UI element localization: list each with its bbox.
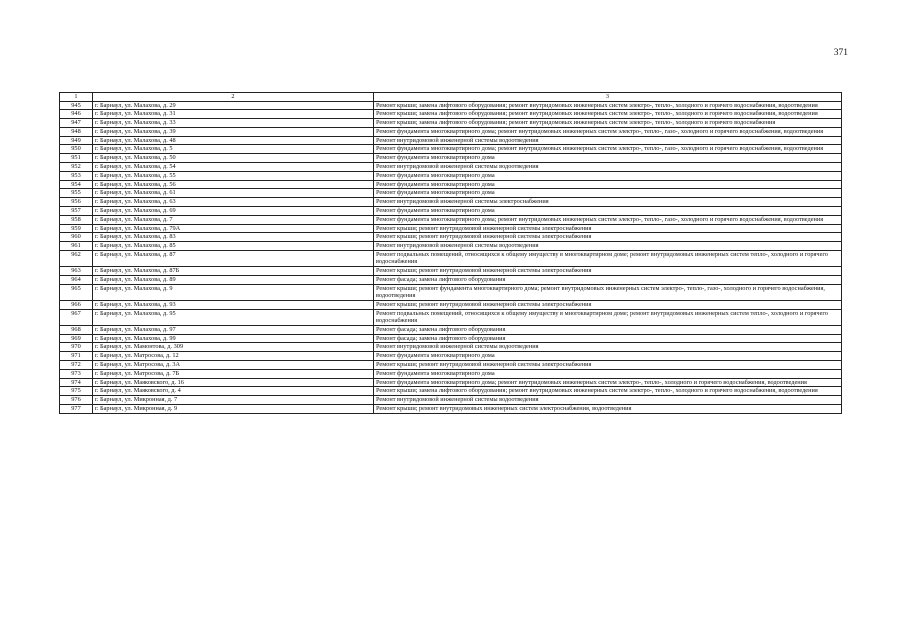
row-works-cell: Ремонт крыши; ремонт внутридомовой инженерной системы электроснабжения	[374, 267, 842, 276]
row-number-cell: 964	[60, 275, 93, 284]
table-row	[60, 145, 842, 154]
row-address-cell: г. Барнаул, ул. Малахова, д. 83	[93, 233, 374, 242]
row-number-cell: 959	[60, 224, 93, 233]
row-address-cell: г. Барнаул, ул. Малахова, д. 69	[93, 207, 374, 216]
row-address-cell: г. Барнаул, ул. Малахова, д. 5	[93, 145, 374, 154]
row-works-cell: Ремонт фундамента многоквартирного дома; ремонт внутридомовых инженерных систем электро-, тепло-, газо-, холодного и горячего водоснабжения, водоотведения	[374, 215, 842, 224]
row-works-cell: Ремонт внутридомовой инженерной системы водоотведения	[374, 136, 842, 145]
row-number-cell: 963	[60, 267, 93, 276]
row-number-cell: 946	[60, 110, 93, 119]
row-number-cell: 955	[60, 189, 93, 198]
row-works-cell: Ремонт крыши; ремонт фундамента многоквартирного дома; ремонт внутридомовых инженерных систем электро-, тепло-, газо-, холодного и горячего водоснабжения, водоотведения	[374, 284, 842, 300]
row-works-cell: Ремонт крыши; замена лифтового оборудования; ремонт внутридомовых инженерных систем электро-, тепло-, холодного и горячего водоснабжения, водоотведения	[374, 387, 842, 396]
row-address-cell: г. Барнаул, ул. Малахова, д. 93	[93, 300, 374, 309]
table-row	[60, 207, 842, 216]
table-body	[60, 101, 842, 413]
row-number-cell: 952	[60, 163, 93, 172]
row-address-cell: г. Барнаул, ул. Микронная, д. 7	[93, 396, 374, 405]
table-row	[60, 251, 842, 267]
table-row	[60, 189, 842, 198]
row-address-cell: г. Барнаул, ул. Малахова, д. 56	[93, 180, 374, 189]
table-header-row	[60, 93, 842, 102]
table-row	[60, 198, 842, 207]
table-row	[60, 163, 842, 172]
row-address-cell: г. Барнаул, ул. Малахова, д. 9	[93, 284, 374, 300]
row-number-cell: 945	[60, 101, 93, 110]
table-row	[60, 360, 842, 369]
row-number-cell: 974	[60, 378, 93, 387]
table-row	[60, 343, 842, 352]
row-number-cell: 967	[60, 309, 93, 325]
table-row	[60, 180, 842, 189]
table-row	[60, 136, 842, 145]
table-row	[60, 387, 842, 396]
table-row	[60, 300, 842, 309]
table-row	[60, 127, 842, 136]
table-row	[60, 242, 842, 251]
row-number-cell: 969	[60, 334, 93, 343]
row-works-cell: Ремонт фундамента многоквартирного дома	[374, 171, 842, 180]
row-address-cell: г. Барнаул, ул. Маяковского, д. 4	[93, 387, 374, 396]
row-works-cell: Ремонт фундамента многоквартирного дома; ремонт внутридомовых инженерных систем электро-, тепло-, газо-, холодного и горячего водоснабжения, водоотведения	[374, 127, 842, 136]
row-number-cell: 950	[60, 145, 93, 154]
row-number-cell: 971	[60, 352, 93, 361]
row-address-cell: г. Барнаул, ул. Мамонтова, д. 309	[93, 343, 374, 352]
row-address-cell: г. Барнаул, ул. Малахова, д. 79А	[93, 224, 374, 233]
row-number-cell: 965	[60, 284, 93, 300]
table-row	[60, 275, 842, 284]
row-address-cell: г. Барнаул, ул. Малахова, д. 95	[93, 309, 374, 325]
row-number-cell: 973	[60, 369, 93, 378]
row-number-cell: 968	[60, 325, 93, 334]
row-number-cell: 961	[60, 242, 93, 251]
column-header-address: 2	[93, 93, 374, 102]
row-number-cell: 957	[60, 207, 93, 216]
row-works-cell: Ремонт крыши; замена лифтового оборудования; ремонт внутридомовых инженерных систем электро-, тепло-, холодного и горячего водоснабжения, водоотведения	[374, 110, 842, 119]
row-address-cell: г. Барнаул, ул. Малахова, д. 85	[93, 242, 374, 251]
row-number-cell: 977	[60, 404, 93, 413]
table-row	[60, 378, 842, 387]
table-row	[60, 224, 842, 233]
table-row	[60, 352, 842, 361]
table-row	[60, 154, 842, 163]
row-address-cell: г. Барнаул, ул. Малахова, д. 31	[93, 110, 374, 119]
table-row	[60, 309, 842, 325]
table-row	[60, 325, 842, 334]
row-works-cell: Ремонт внутридомовой инженерной системы электроснабжения	[374, 198, 842, 207]
row-address-cell: г. Барнаул, ул. Матросова, д. 3А	[93, 360, 374, 369]
row-address-cell: г. Барнаул, ул. Малахова, д. 29	[93, 101, 374, 110]
row-address-cell: г. Барнаул, ул. Малахова, д. 87Б	[93, 267, 374, 276]
row-address-cell: г. Барнаул, ул. Малахова, д. 89	[93, 275, 374, 284]
table-row	[60, 171, 842, 180]
row-address-cell: г. Барнаул, ул. Малахова, д. 87	[93, 251, 374, 267]
row-works-cell: Ремонт фундамента многоквартирного дома; ремонт внутридомовых инженерных систем электро-, тепло-, газо-, холодного и горячего водоснабжения, водоотведения	[374, 145, 842, 154]
table-row	[60, 233, 842, 242]
row-number-cell: 975	[60, 387, 93, 396]
row-works-cell: Ремонт внутридомовой инженерной системы водоотведения	[374, 343, 842, 352]
row-works-cell: Ремонт фундамента многоквартирного дома	[374, 369, 842, 378]
row-works-cell: Ремонт фасада; замена лифтового оборудования	[374, 334, 842, 343]
row-works-cell: Ремонт внутридомовой инженерной системы водоотведения	[374, 396, 842, 405]
row-works-cell: Ремонт фундамента многоквартирного дома	[374, 189, 842, 198]
row-number-cell: 966	[60, 300, 93, 309]
row-address-cell: г. Барнаул, ул. Малахова, д. 97	[93, 325, 374, 334]
row-number-cell: 953	[60, 171, 93, 180]
row-address-cell: г. Барнаул, ул. Малахова, д. 63	[93, 198, 374, 207]
row-address-cell: г. Барнаул, ул. Малахова, д. 33	[93, 119, 374, 128]
row-address-cell: г. Барнаул, ул. Матросова, д. 12	[93, 352, 374, 361]
row-number-cell: 962	[60, 251, 93, 267]
row-number-cell: 972	[60, 360, 93, 369]
row-address-cell: г. Барнаул, ул. Малахова, д. 99	[93, 334, 374, 343]
row-works-cell: Ремонт внутридомовой инженерной системы водоотведения	[374, 163, 842, 172]
row-address-cell: г. Барнаул, ул. Малахова, д. 55	[93, 171, 374, 180]
row-works-cell: Ремонт фундамента многоквартирного дома	[374, 154, 842, 163]
row-address-cell: г. Барнаул, ул. Малахова, д. 39	[93, 127, 374, 136]
row-works-cell: Ремонт крыши; ремонт внутридомовой инженерной системы электроснабжения	[374, 300, 842, 309]
table-row	[60, 215, 842, 224]
table-row	[60, 369, 842, 378]
table-row	[60, 110, 842, 119]
housing-repair-table	[59, 92, 842, 414]
table-row	[60, 404, 842, 413]
column-header-number: 1	[60, 93, 93, 102]
row-works-cell: Ремонт фундамента многоквартирного дома	[374, 180, 842, 189]
row-works-cell: Ремонт внутридомовой инженерной системы водоотведения	[374, 242, 842, 251]
row-number-cell: 949	[60, 136, 93, 145]
table-row	[60, 334, 842, 343]
row-number-cell: 958	[60, 215, 93, 224]
row-address-cell: г. Барнаул, ул. Малахова, д. 54	[93, 163, 374, 172]
row-works-cell: Ремонт крыши; ремонт внутридомовой инженерной системы электроснабжения	[374, 224, 842, 233]
row-works-cell: Ремонт фундамента многоквартирного дома; ремонт внутридомовых инженерных систем электро-, тепло-, холодного и горячего водоснабжения, водоотведения	[374, 378, 842, 387]
row-works-cell: Ремонт крыши; замена лифтового оборудования; ремонт внутридомовых инженерных систем электро-, тепло-, холодного и горячего водоснабжения	[374, 119, 842, 128]
table-row	[60, 284, 842, 300]
row-number-cell: 970	[60, 343, 93, 352]
row-address-cell: г. Барнаул, ул. Малахова, д. 61	[93, 189, 374, 198]
row-number-cell: 976	[60, 396, 93, 405]
table-row	[60, 101, 842, 110]
row-number-cell: 956	[60, 198, 93, 207]
row-address-cell: г. Барнаул, ул. Малахова, д. 48	[93, 136, 374, 145]
row-works-cell: Ремонт крыши; ремонт внутридомовой инженерной системы электроснабжения	[374, 360, 842, 369]
row-works-cell: Ремонт крыши; ремонт внутридомовой инженерной системы электроснабжения	[374, 233, 842, 242]
row-number-cell: 960	[60, 233, 93, 242]
row-number-cell: 947	[60, 119, 93, 128]
row-works-cell: Ремонт подвальных помещений, относящихся к общему имуществу в многоквартирном доме; ремонт внутридомовых инженерных систем тепло-, холодного и горячего водоснабжения	[374, 251, 842, 267]
row-works-cell: Ремонт фундамента многоквартирного дома	[374, 352, 842, 361]
row-works-cell: Ремонт крыши; ремонт внутридомовых инженерных систем электроснабжения, водоотведения	[374, 404, 842, 413]
column-header-works: 3	[374, 93, 842, 102]
row-number-cell: 948	[60, 127, 93, 136]
row-number-cell: 954	[60, 180, 93, 189]
row-address-cell: г. Барнаул, ул. Маяковского, д. 16	[93, 378, 374, 387]
row-number-cell: 951	[60, 154, 93, 163]
page-number: 371	[833, 48, 848, 58]
row-works-cell: Ремонт фундамента многоквартирного дома	[374, 207, 842, 216]
row-address-cell: г. Барнаул, ул. Матросова, д. 7Б	[93, 369, 374, 378]
row-address-cell: г. Барнаул, ул. Микронная, д. 9	[93, 404, 374, 413]
table-row	[60, 267, 842, 276]
row-works-cell: Ремонт фасада; замена лифтового оборудования	[374, 275, 842, 284]
row-works-cell: Ремонт крыши; замена лифтового оборудования; ремонт внутридомовых инженерных систем электро-, тепло-, холодного и горячего водоснабжения, водоотведения	[374, 101, 842, 110]
row-works-cell: Ремонт подвальных помещений, относящихся к общему имуществу в многоквартирном доме; ремонт внутридомовых инженерных систем тепло-, холодного и горячего водоснабжения	[374, 309, 842, 325]
table-row	[60, 396, 842, 405]
row-address-cell: г. Барнаул, ул. Малахова, д. 50	[93, 154, 374, 163]
row-works-cell: Ремонт фасада; замена лифтового оборудования	[374, 325, 842, 334]
table-row	[60, 119, 842, 128]
row-address-cell: г. Барнаул, ул. Малахова, д. 7	[93, 215, 374, 224]
